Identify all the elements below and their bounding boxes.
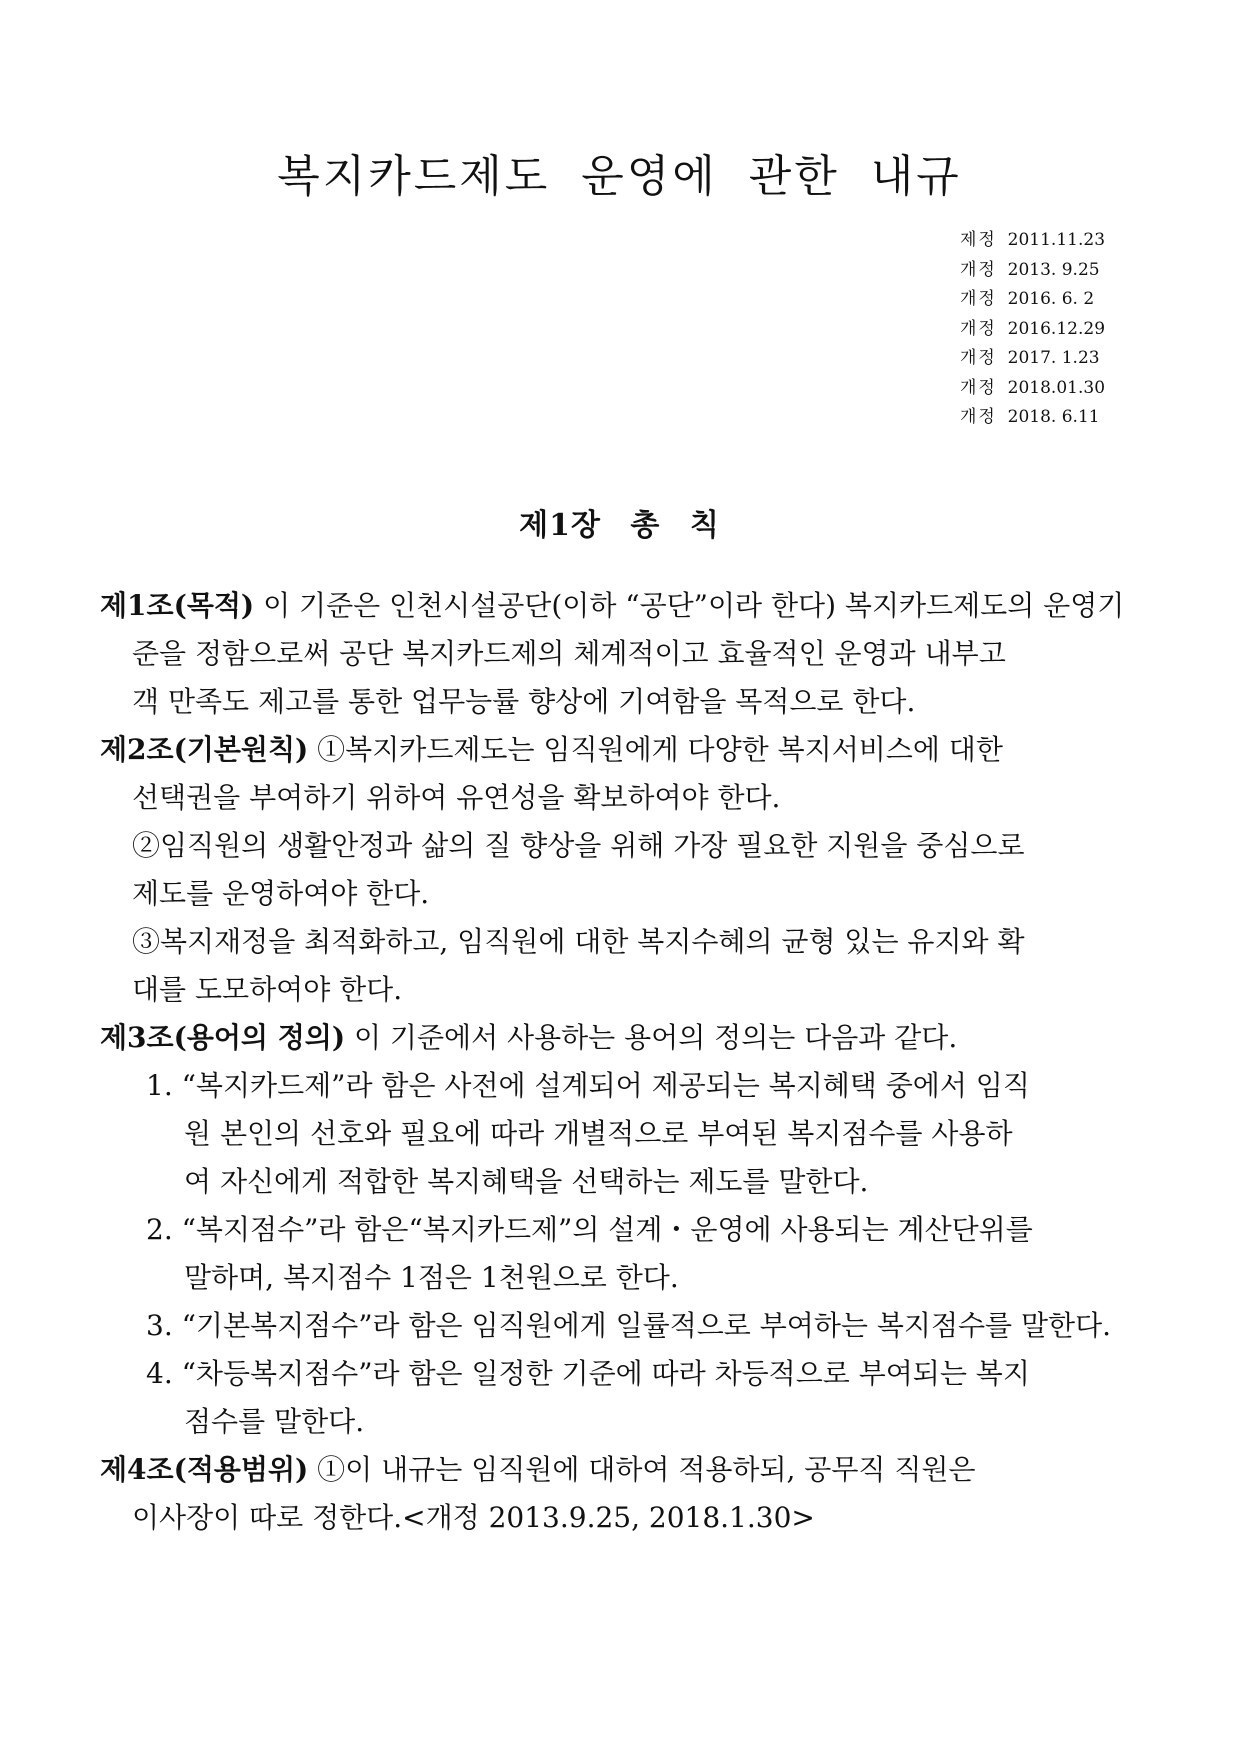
article-1-line-1 bbox=[100, 582, 1140, 630]
article-2-line-1 bbox=[100, 726, 1140, 774]
document-body bbox=[100, 582, 1140, 1542]
revision-date: 2016. 6. 2 bbox=[1007, 289, 1095, 309]
article-3-heading: 제3조(용어의 정의) bbox=[100, 1021, 346, 1054]
definition-1-text: 여 자신에게 적합한 복지혜택을 선택하는 제도를 말한다. bbox=[184, 1165, 869, 1198]
article-4-text: 이사장이 따로 정한다.<개정 2013.9.25, 2018.1.30> bbox=[132, 1501, 815, 1534]
article-2-text: ①복지카드제도는 임직원에게 다양한 복지서비스에 대한 bbox=[308, 733, 1003, 766]
revision-entry bbox=[960, 226, 1170, 256]
revision-kind: 개정 bbox=[960, 407, 997, 427]
revision-history bbox=[960, 226, 1170, 433]
definition-1-text: 원 본인의 선호와 필요에 따라 개별적으로 부여된 복지점수를 사용하 bbox=[184, 1117, 1013, 1150]
revision-entry bbox=[960, 285, 1170, 315]
article-2-text: ②임직원의 생활안정과 삶의 질 향상을 위해 가장 필요한 지원을 중심으로 bbox=[132, 829, 1025, 862]
chapter-heading: 제1장 총 칙 bbox=[519, 508, 720, 543]
revision-kind: 개정 bbox=[960, 318, 997, 339]
article-2-heading: 제2조(기본원칙) bbox=[100, 733, 309, 766]
article-1-heading: 제1조(목적) bbox=[100, 589, 255, 622]
article-1-text: 이 기준은 인천시설공단(이하 “공단”이라 한다) 복지카드제도의 운영기 bbox=[254, 589, 1125, 622]
article-2-text: 대를 도모하여야 한다. bbox=[132, 973, 403, 1006]
revision-kind: 개정 bbox=[960, 259, 997, 280]
article-3-text: 이 기준에서 사용하는 용어의 정의는 다음과 같다. bbox=[345, 1021, 958, 1054]
definition-4-line-1 bbox=[100, 1350, 1140, 1398]
article-4-text: ①이 내규는 임직원에 대하여 적용하되, 공무직 직원은 bbox=[308, 1453, 976, 1486]
revision-date: 2013. 9.25 bbox=[1007, 259, 1100, 280]
revision-kind: 개정 bbox=[960, 377, 997, 398]
article-1-text: 준을 정함으로써 공단 복지카드제의 체계적이고 효율적인 운영과 내부고 bbox=[132, 637, 1006, 670]
article-4-line-2 bbox=[100, 1494, 1140, 1542]
definition-4-text: 점수를 말한다. bbox=[184, 1405, 365, 1438]
article-2-text: 선택권을 부여하기 위하여 유연성을 확보하여야 한다. bbox=[132, 781, 781, 814]
revision-date: 2017. 1.23 bbox=[1007, 348, 1100, 368]
revision-date: 2018. 6.11 bbox=[1007, 407, 1100, 427]
definition-4-text: 4. “차등복지점수”라 함은 일정한 기준에 따라 차등적으로 부여되는 복지 bbox=[146, 1357, 1030, 1390]
revision-kind: 개정 bbox=[960, 289, 997, 309]
article-2-line-6 bbox=[100, 966, 1140, 1014]
definition-1-line-2 bbox=[100, 1110, 1140, 1158]
revision-entry bbox=[960, 403, 1170, 433]
article-2-line-3 bbox=[100, 822, 1140, 870]
article-1-line-3 bbox=[100, 678, 1140, 726]
definition-1-line-3 bbox=[100, 1158, 1140, 1206]
definition-3-text: 3. “기본복지점수”라 함은 임직원에게 일률적으로 부여하는 복지점수를 말한다. bbox=[146, 1309, 1112, 1342]
definition-1-line-1 bbox=[100, 1062, 1140, 1110]
definition-1-text: 1. “복지카드제”라 함은 사전에 설계되어 제공되는 복지혜택 중에서 임직 bbox=[146, 1069, 1030, 1102]
revision-entry bbox=[960, 344, 1170, 374]
definition-2-text: 말하며, 복지점수 1점은 1천원으로 한다. bbox=[184, 1261, 679, 1294]
definition-4-line-2 bbox=[100, 1398, 1140, 1446]
revision-date: 2011.11.23 bbox=[1007, 230, 1106, 250]
revision-entry bbox=[960, 256, 1170, 286]
document-title: 복지카드제도 운영에 관한 내규 bbox=[277, 151, 962, 202]
definition-2-line-2 bbox=[100, 1254, 1140, 1302]
revision-date: 2018.01.30 bbox=[1007, 377, 1106, 398]
article-2-text: 제도를 운영하여야 한다. bbox=[132, 877, 430, 910]
definition-2-text: 2. “복지점수”라 함은“복지카드제”의 설계・운영에 사용되는 계산단위를 bbox=[146, 1213, 1033, 1246]
revision-kind: 개정 bbox=[960, 348, 997, 368]
revision-date: 2016.12.29 bbox=[1007, 318, 1106, 339]
definition-3-line-1 bbox=[100, 1302, 1140, 1350]
article-2-text: ③복지재정을 최적화하고, 임직원에 대한 복지수혜의 균형 있는 유지와 확 bbox=[132, 925, 1025, 958]
article-4-line-1 bbox=[100, 1446, 1140, 1494]
article-4-heading: 제4조(적용범위) bbox=[100, 1453, 309, 1486]
revision-entry bbox=[960, 374, 1170, 404]
article-2-line-5 bbox=[100, 918, 1140, 966]
revision-kind: 제정 bbox=[960, 230, 997, 250]
definition-2-line-1 bbox=[100, 1206, 1140, 1254]
article-2-line-2 bbox=[100, 774, 1140, 822]
revision-entry bbox=[960, 315, 1170, 345]
article-3-line-1 bbox=[100, 1014, 1140, 1062]
article-2-line-4 bbox=[100, 870, 1140, 918]
article-1-line-2 bbox=[100, 630, 1140, 678]
article-1-text: 객 만족도 제고를 통한 업무능률 향상에 기여함을 목적으로 한다. bbox=[132, 685, 916, 718]
